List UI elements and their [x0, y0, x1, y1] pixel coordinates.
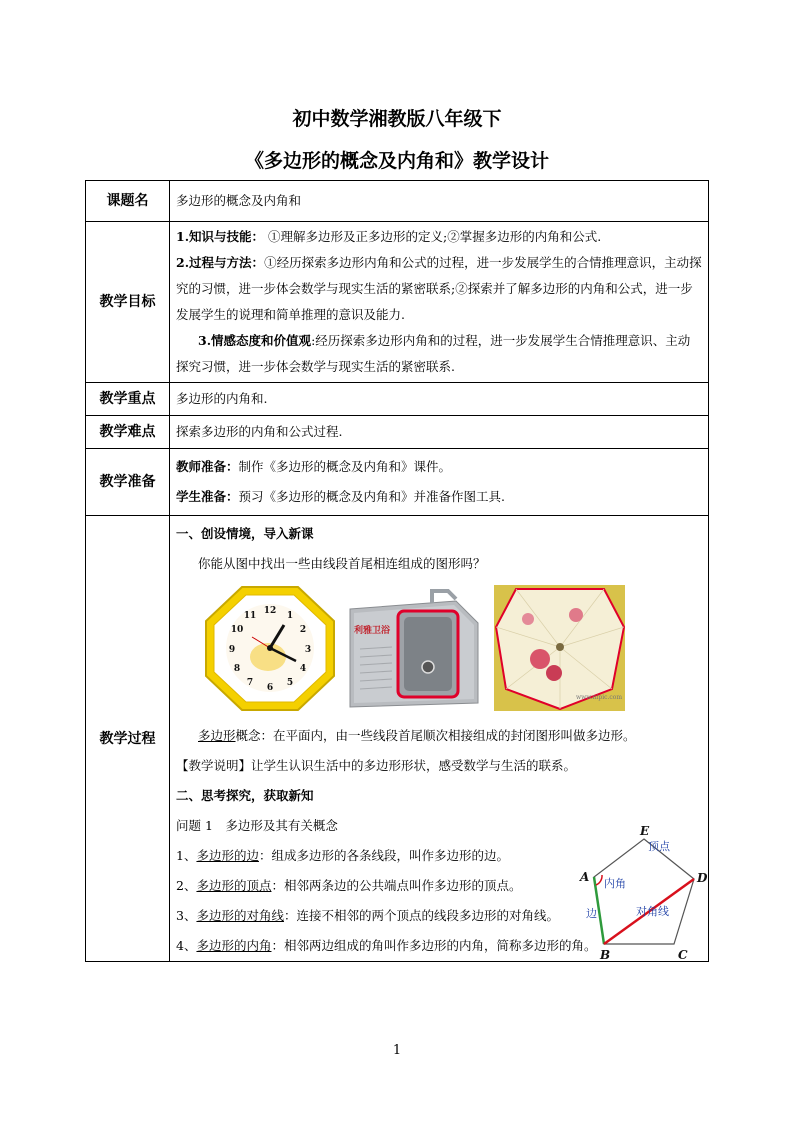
vertex-label: 顶点: [648, 840, 670, 853]
svg-text:12: 12: [263, 606, 277, 616]
item-3-text: ：连接不相邻的两个顶点的线段多边形的对角线。: [283, 908, 559, 923]
lesson-plan-table: [85, 180, 709, 962]
svg-text:8: 8: [233, 664, 241, 674]
item-3-prefix: 3、: [176, 908, 197, 923]
svg-text:10: 10: [230, 625, 244, 635]
paper-umbrella-image: [494, 585, 625, 711]
vertex-B: B: [600, 948, 611, 962]
goal-1-head: 1.知识与技能：: [176, 229, 265, 244]
goal-2-text: ①经历探索多边形内角和公式的过程，进一步发展学生的合情推理意识，主动探究的习惯，进一步体会数学与现实生活的紧密联系;②探索并了解多边形的内角和公式，进一步发展学生的说理和简单推理的意识及能力.: [176, 255, 702, 322]
diagonal-label: 对角线: [636, 905, 669, 918]
page-number: 1: [392, 1043, 402, 1058]
row-goals: [86, 222, 709, 383]
process-content: [170, 516, 709, 962]
svg-text:3: 3: [304, 645, 312, 655]
problem-1-block: [176, 811, 708, 962]
row-topic: [86, 181, 709, 222]
prep-student-text: 预习《多边形的概念及内角和》并准备作图工具.: [238, 489, 505, 504]
goal-3: [176, 328, 702, 380]
polygon-concept-text: 概念：在平面内，由一些线段首尾顺次相接组成的封闭图形叫做多边形。: [235, 728, 636, 743]
goal-2: [176, 250, 702, 328]
row-label-key: 教学重点: [86, 383, 170, 416]
section-1-heading: 一、创设情境，导入新课: [176, 526, 314, 541]
difficulty-value: 探索多边形的内角和公式过程.: [170, 416, 709, 449]
vertex-D: D: [697, 871, 708, 885]
umbrella-watermark: www.nipic.com: [576, 694, 623, 701]
svg-text:9: 9: [228, 645, 236, 655]
side-label: 边: [586, 907, 597, 920]
topic-value: 多边形的概念及内角和: [170, 181, 709, 222]
item-1-text: ：组成多边形的各条线段，叫作多边形的边。: [258, 848, 509, 863]
page-title-line1: 初中数学湘教版八年级下: [292, 108, 502, 130]
item-4-text: ：相邻两边组成的角叫作多边形的内角，简称多边形的角。: [271, 938, 597, 953]
polygon-concept-term: 多边形: [198, 728, 236, 743]
item-1-term: 多边形的边: [196, 848, 259, 863]
prep-teacher: [176, 452, 702, 482]
item-1-prefix: 1、: [176, 848, 197, 863]
goal-1: [176, 224, 702, 250]
item-2: [176, 871, 566, 901]
svg-text:2: 2: [299, 625, 307, 635]
row-label-topic: 课题名: [86, 181, 170, 222]
prep-teacher-text: 制作《多边形的概念及内角和》课件。: [238, 459, 452, 474]
row-label-prep: 教学准备: [86, 449, 170, 516]
vertex-E: E: [640, 824, 650, 838]
prep-student: [176, 482, 702, 512]
prep-student-head: 学生准备：: [176, 489, 239, 504]
goal-3-text: :经历探索多边形内角和的过程，进一步发展学生合情推理意识、主动探究习惯，进一步体会数学与现实生活的紧密联系.: [176, 333, 691, 374]
angle-label: 内角: [604, 877, 626, 890]
prep-teacher-head: 教师准备：: [176, 459, 239, 474]
goal-2-head: 2.过程与方法：: [176, 255, 265, 270]
row-label-difficulty: 教学难点: [86, 416, 170, 449]
svg-text:11: 11: [243, 611, 257, 621]
row-key: [86, 383, 709, 416]
key-value: 多边形的内角和.: [170, 383, 709, 416]
page-title-line2: 《多边形的概念及内角和》教学设计: [244, 150, 549, 172]
goal-3-head: 3.情感态度和价值观: [198, 333, 312, 348]
intro-question: 你能从图中找出一些由线段首尾相连组成的图形吗？: [198, 556, 486, 571]
angle-arc: [596, 875, 602, 885]
row-label-goals: 教学目标: [86, 222, 170, 383]
svg-text:6: 6: [266, 683, 274, 693]
row-label-process: 教学过程: [86, 516, 170, 962]
problem-1-title: 问题 1 多边形及其有关概念: [176, 818, 338, 833]
intro-images: [176, 579, 702, 721]
item-3-term: 多边形的对角线: [196, 908, 284, 923]
prep-content: [170, 449, 709, 516]
vertex-A: A: [580, 870, 590, 884]
item-4-prefix: 4、: [176, 938, 197, 953]
item-2-text: ：相邻两条边的公共端点叫作多边形的顶点。: [271, 878, 522, 893]
row-process: [86, 516, 709, 962]
svg-text:7: 7: [246, 678, 254, 688]
sink-brand-label: 利雅卫浴: [354, 626, 391, 636]
svg-text:5: 5: [286, 678, 294, 688]
item-2-prefix: 2、: [176, 878, 197, 893]
goal-1-text: ①理解多边形及正多边形的定义;②掌握多边形的内角和公式.: [264, 229, 602, 244]
vertex-C: C: [678, 948, 688, 962]
row-difficulty: [86, 416, 709, 449]
svg-text:4: 4: [299, 664, 307, 674]
section-2-heading: 二、思考探究，获取新知: [176, 788, 314, 803]
row-prep: [86, 449, 709, 516]
item-3: [176, 901, 566, 931]
item-4-term: 多边形的内角: [196, 938, 272, 953]
teaching-note: 【教学说明】让学生认识生活中的多边形形状，感受数学与生活的联系。: [176, 758, 577, 773]
item-1: [176, 841, 566, 871]
svg-text:1: 1: [286, 611, 294, 621]
corner-sink-image: [346, 589, 481, 709]
goals-content: [170, 222, 709, 383]
octagon-clock-image: [204, 585, 336, 712]
polygon-concept: [176, 721, 702, 751]
pentagon-diagram: [574, 819, 714, 969]
item-2-term: 多边形的顶点: [196, 878, 272, 893]
